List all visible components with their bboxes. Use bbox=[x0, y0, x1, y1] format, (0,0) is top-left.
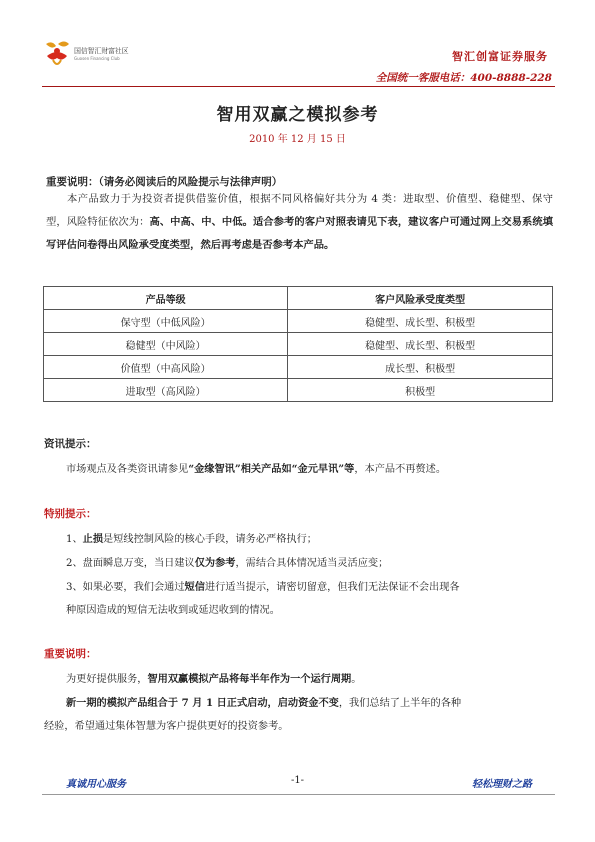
info-text-end: ，本产品不再赘述。 bbox=[354, 464, 447, 475]
page-number: -1- bbox=[290, 775, 305, 786]
table-cell: 积极型 bbox=[288, 379, 553, 402]
footer-slogan-right: 轻松理财之路 bbox=[472, 779, 532, 790]
item-text: 盘面瞬息万变，当日建议 bbox=[82, 558, 195, 569]
header-divider bbox=[42, 86, 555, 87]
item-number: 2、 bbox=[66, 558, 83, 569]
info-bold-text: “金缘智讯”相关产品如“金元早讯”等 bbox=[188, 463, 355, 475]
special-label: 特别提示： bbox=[44, 508, 97, 520]
hotline: 全国统一客服电话：400-8888-228 bbox=[375, 72, 552, 84]
item-number: 1、 bbox=[66, 534, 83, 545]
logo-mark-icon bbox=[42, 38, 72, 72]
table-row bbox=[44, 310, 553, 333]
info-paragraph bbox=[66, 460, 446, 475]
important-text-end: 。 bbox=[351, 674, 362, 685]
important-paragraph-2 bbox=[66, 694, 461, 709]
footer-slogan-left: 真诚用心服务 bbox=[66, 779, 126, 790]
item-text: 进行适当提示，请密切留意，但我们无法保证不会出现各 bbox=[204, 582, 460, 593]
table-cell: 价值型（中高风险） bbox=[44, 356, 288, 379]
footer-divider bbox=[42, 794, 555, 795]
info-label: 资讯提示： bbox=[44, 438, 97, 450]
page-title: 智用双赢之模拟参考 bbox=[216, 105, 379, 125]
item-bold-text: 止损 bbox=[82, 533, 104, 545]
special-item-3 bbox=[66, 578, 460, 593]
risk-grade-table bbox=[43, 286, 553, 402]
important-bold-text: 新一期的模拟产品组合于 7 月 1 日正式启动，启动资金不变 bbox=[66, 697, 339, 709]
company-logo bbox=[42, 38, 162, 78]
important-paragraph-2-continued: 经验，希望通过集体智慧为客户提供更好的投资参考。 bbox=[44, 721, 289, 732]
special-item-2 bbox=[66, 554, 388, 569]
important-label: 重要说明： bbox=[44, 648, 97, 660]
important-text: 为更好提供服务， bbox=[66, 674, 148, 685]
item-bold-text: 仅为参考 bbox=[194, 557, 236, 569]
table-cell: 稳健型、成长型、积极型 bbox=[288, 310, 553, 333]
notice-bold-text: 高、中高、中、中低。适合参考的客户对照表请见下表，建议客户可通过网上交易系统填写评估问卷得出风险承受度类型，然后再考虑是否参考本产品。 bbox=[46, 216, 554, 251]
table-cell: 保守型（中低风险） bbox=[44, 310, 288, 333]
item-number: 3、 bbox=[66, 582, 83, 593]
special-item-3-continued: 种原因造成的短信无法收到或延迟收到的情况。 bbox=[66, 605, 280, 616]
table-cell: 稳健型、成长型、积极型 bbox=[288, 333, 553, 356]
special-item-1 bbox=[66, 530, 317, 545]
table-cell: 稳健型（中风险） bbox=[44, 333, 288, 356]
table-cell: 进取型（高风险） bbox=[44, 379, 288, 402]
company-name: 智汇创富证券服务 bbox=[452, 50, 548, 63]
notice-text: 本产品致力于为投资者提供借鉴价值，根据不同风格偏好共分为 4 类：进取型、价值型、稳健型、保守型，风险特征依次为： bbox=[46, 193, 553, 228]
report-date: 2010 年 12 月 15 日 bbox=[249, 134, 346, 145]
table-row bbox=[44, 356, 553, 379]
item-text: 是短线控制风险的核心手段，请务必严格执行； bbox=[103, 534, 317, 545]
important-paragraph-1 bbox=[66, 670, 361, 685]
important-text: ，我们总结了上半年的各种 bbox=[338, 698, 462, 709]
item-bold-text: 短信 bbox=[184, 581, 205, 593]
notice-paragraph bbox=[46, 188, 553, 257]
table-header-cell: 产品等级 bbox=[44, 287, 288, 310]
table-row bbox=[44, 333, 553, 356]
important-bold-text: 智用双赢模拟产品将每半年作为一个运行周期 bbox=[147, 673, 352, 685]
table-header-cell: 客户风险承受度类型 bbox=[288, 287, 553, 310]
info-text: 市场观点及各类资讯请参见 bbox=[66, 464, 189, 475]
item-text: ，需结合具体情况适当灵活应变； bbox=[235, 558, 389, 569]
table-header-row bbox=[44, 287, 553, 310]
table-cell: 成长型、积极型 bbox=[288, 356, 553, 379]
notice-label: 重要说明：（请务必阅读后的风险提示与法律声明） bbox=[46, 176, 283, 188]
logo-subtitle: Guosen Financing Club bbox=[74, 56, 120, 61]
table-row bbox=[44, 379, 553, 402]
item-text: 如果必要，我们会通过 bbox=[82, 582, 185, 593]
logo-name: 国信智汇财富社区 bbox=[74, 47, 129, 55]
